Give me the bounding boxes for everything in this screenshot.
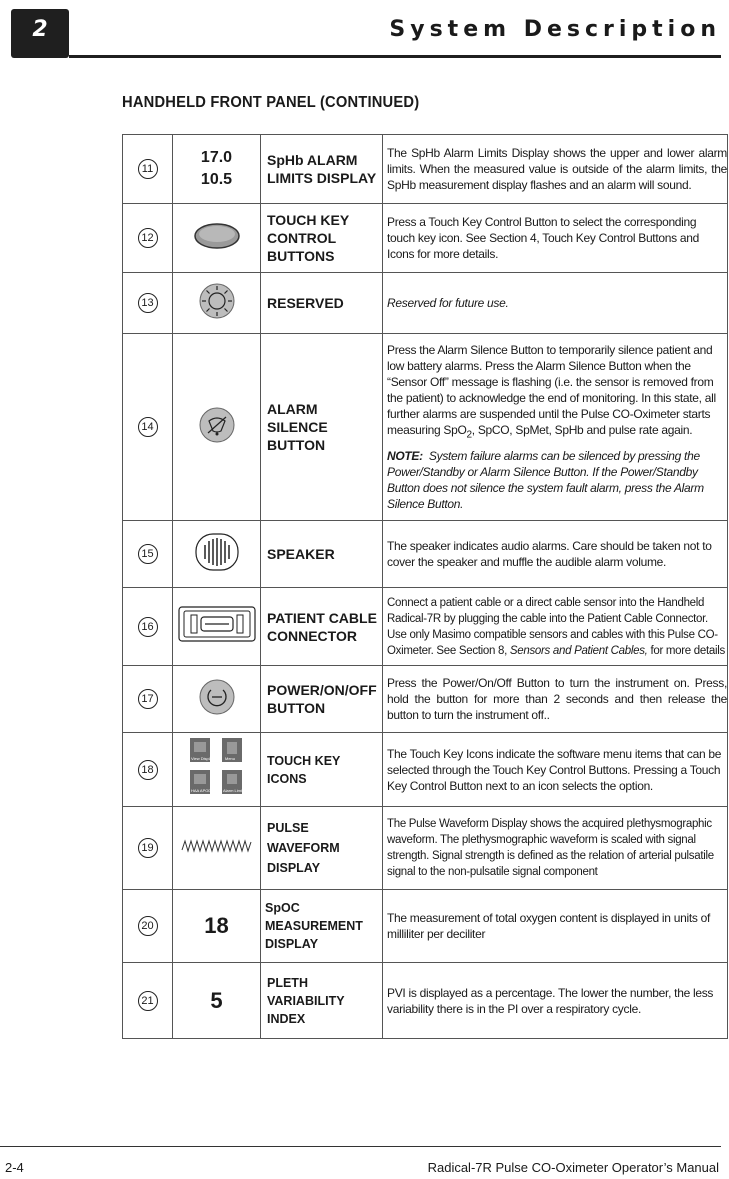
sphb-lower-limit: 10.5 — [200, 171, 233, 188]
front-panel-table — [122, 134, 728, 1039]
item-description: The measurement of total oxygen content is displayed in units of milliliter per deciliter — [383, 890, 728, 963]
footer-rule — [0, 1146, 721, 1147]
table-row — [123, 807, 728, 890]
table-row — [123, 521, 728, 588]
table-row — [123, 666, 728, 733]
item-description: The speaker indicates audio alarms. Care should be taken not to cover the speaker and muffle the audible alarm volume. — [383, 521, 728, 588]
desc-text: Connect a patient cable or a direct cable sensor into the Handheld Radical-7R by plugging the cable into the Patient Cable Connector. Use only Masimo compatible sensors and cables with this Pulse CO-Oximeter. See Section 8, — [387, 596, 718, 657]
alarm-silence-icon — [197, 405, 237, 445]
sun-icon — [197, 281, 237, 321]
item-name: TOUCH KEY CONTROL BUTTONS — [261, 204, 383, 273]
callout-number: 20 — [138, 916, 158, 936]
item-name: RESERVED — [261, 273, 383, 334]
waveform-icon — [181, 838, 253, 854]
table-row — [123, 588, 728, 666]
item-description: PVI is displayed as a percentage. The lower the number, the less variability there is in the PI over a respiratory cycle. — [383, 963, 728, 1039]
manual-title: Radical-7R Pulse CO-Oximeter Operator’s Manual — [427, 1160, 719, 1175]
touch-key-label: Alarm Limits — [222, 788, 245, 793]
item-name: ALARM SILENCE BUTTON — [261, 334, 383, 521]
callout-number: 13 — [138, 293, 158, 313]
callout-number: 18 — [138, 760, 158, 780]
item-description — [383, 588, 728, 666]
header-rule — [69, 55, 721, 58]
table-row — [123, 135, 728, 204]
touch-key-label: Menu — [224, 756, 235, 761]
chapter-badge — [11, 9, 69, 58]
touch-key-label: HAA APOD — [190, 788, 211, 793]
item-name: PULSE WAVEFORM DISPLAY — [261, 807, 383, 890]
desc-text-cont: for more details — [647, 644, 725, 657]
touch-key-icons — [187, 736, 247, 798]
desc-text: Press the Alarm Silence Button to temporarily silence patient and low battery alarms. Press the Alarm Silence Button when the “Sensor Off” message is flashing (i.e. the sensor is removed from the patient) to acknowledge the end of monitoring. In this state, all further alarms are suspended until the Pulse CO-Oximeter starts measuring SpO — [387, 342, 716, 437]
callout-number: 16 — [138, 617, 158, 637]
item-name: SpHb ALARM LIMITS DISPLAY — [261, 135, 383, 204]
table-row — [123, 733, 728, 807]
cable-connector-icon — [178, 606, 256, 642]
item-name: PATIENT CABLE CONNECTOR — [261, 588, 383, 666]
touch-key-label: View Display — [190, 756, 214, 761]
table-row — [123, 204, 728, 273]
callout-number: 21 — [138, 991, 158, 1011]
table-row — [123, 334, 728, 521]
item-description: The SpHb Alarm Limits Display shows the upper and lower alarm limits. When the measured value is outside of the alarm limits, the SpHb measurement display flashes and an alarm will sound. — [383, 135, 728, 204]
power-icon — [197, 677, 237, 717]
chapter-title: System Description — [389, 17, 721, 42]
callout-number: 17 — [138, 689, 158, 709]
callout-number: 11 — [138, 159, 158, 179]
chapter-number: 2 — [32, 17, 48, 42]
item-name: SPEAKER — [261, 521, 383, 588]
callout-number: 14 — [138, 417, 158, 437]
oval-button-icon — [193, 221, 241, 251]
item-description: Reserved for future use. — [383, 273, 728, 334]
note-label: NOTE: — [387, 449, 423, 464]
callout-number: 15 — [138, 544, 158, 564]
item-description: The Touch Key Icons indicate the software menu items that can be selected through the Touch Key Control Buttons. Pressing a Touch Key Control Button next to an icon selects the option. — [383, 733, 728, 807]
sphb-upper-limit: 17.0 — [200, 149, 233, 166]
table-row — [123, 273, 728, 334]
item-name: POWER/ON/OFF BUTTON — [261, 666, 383, 733]
note-text: System failure alarms can be silenced by pressing the Power/Standby or Alarm Silence Button. If the Power/Standby Button does not silence the system fault alarm, press the Alarm Silence Button. — [387, 449, 704, 512]
table-row — [123, 963, 728, 1039]
item-description: Press a Touch Key Control Button to select the corresponding touch key icon. See Section 4, Touch Key Control Buttons and Icons for more details. — [383, 204, 728, 273]
table-row — [123, 890, 728, 963]
spoc-value: 18 — [204, 913, 229, 938]
pvi-value: 5 — [210, 987, 223, 1013]
desc-text-cont: , SpCO, SpMet, SpHb and pulse rate again. — [471, 422, 693, 437]
desc-reference: Sensors and Patient Cables, — [509, 644, 648, 657]
item-name: SpOC MEASUREMENT DISPLAY — [261, 890, 383, 963]
item-description — [383, 334, 728, 521]
page-number: 2-4 — [5, 1160, 24, 1175]
callout-number: 19 — [138, 838, 158, 858]
item-name: TOUCH KEY ICONS — [261, 733, 383, 807]
section-heading: HANDHELD FRONT PANEL (CONTINUED) — [122, 94, 420, 111]
desc-subscript: 2 — [466, 429, 472, 441]
callout-number: 12 — [138, 228, 158, 248]
item-description: Press the Power/On/Off Button to turn the instrument on. Press, hold the button for more than 2 seconds and then release the button to turn the instrument off.. — [383, 666, 728, 733]
speaker-grille-icon — [195, 533, 239, 571]
item-description: The Pulse Waveform Display shows the acquired plethysmographic waveform. The plethysmographic waveform is scaled with signal strength. Signal strength is defined as the relation of arterial pulsatile signal to the non-pulsatile signal component — [383, 807, 728, 890]
item-name: PLETH VARIABILITY INDEX — [261, 963, 383, 1039]
